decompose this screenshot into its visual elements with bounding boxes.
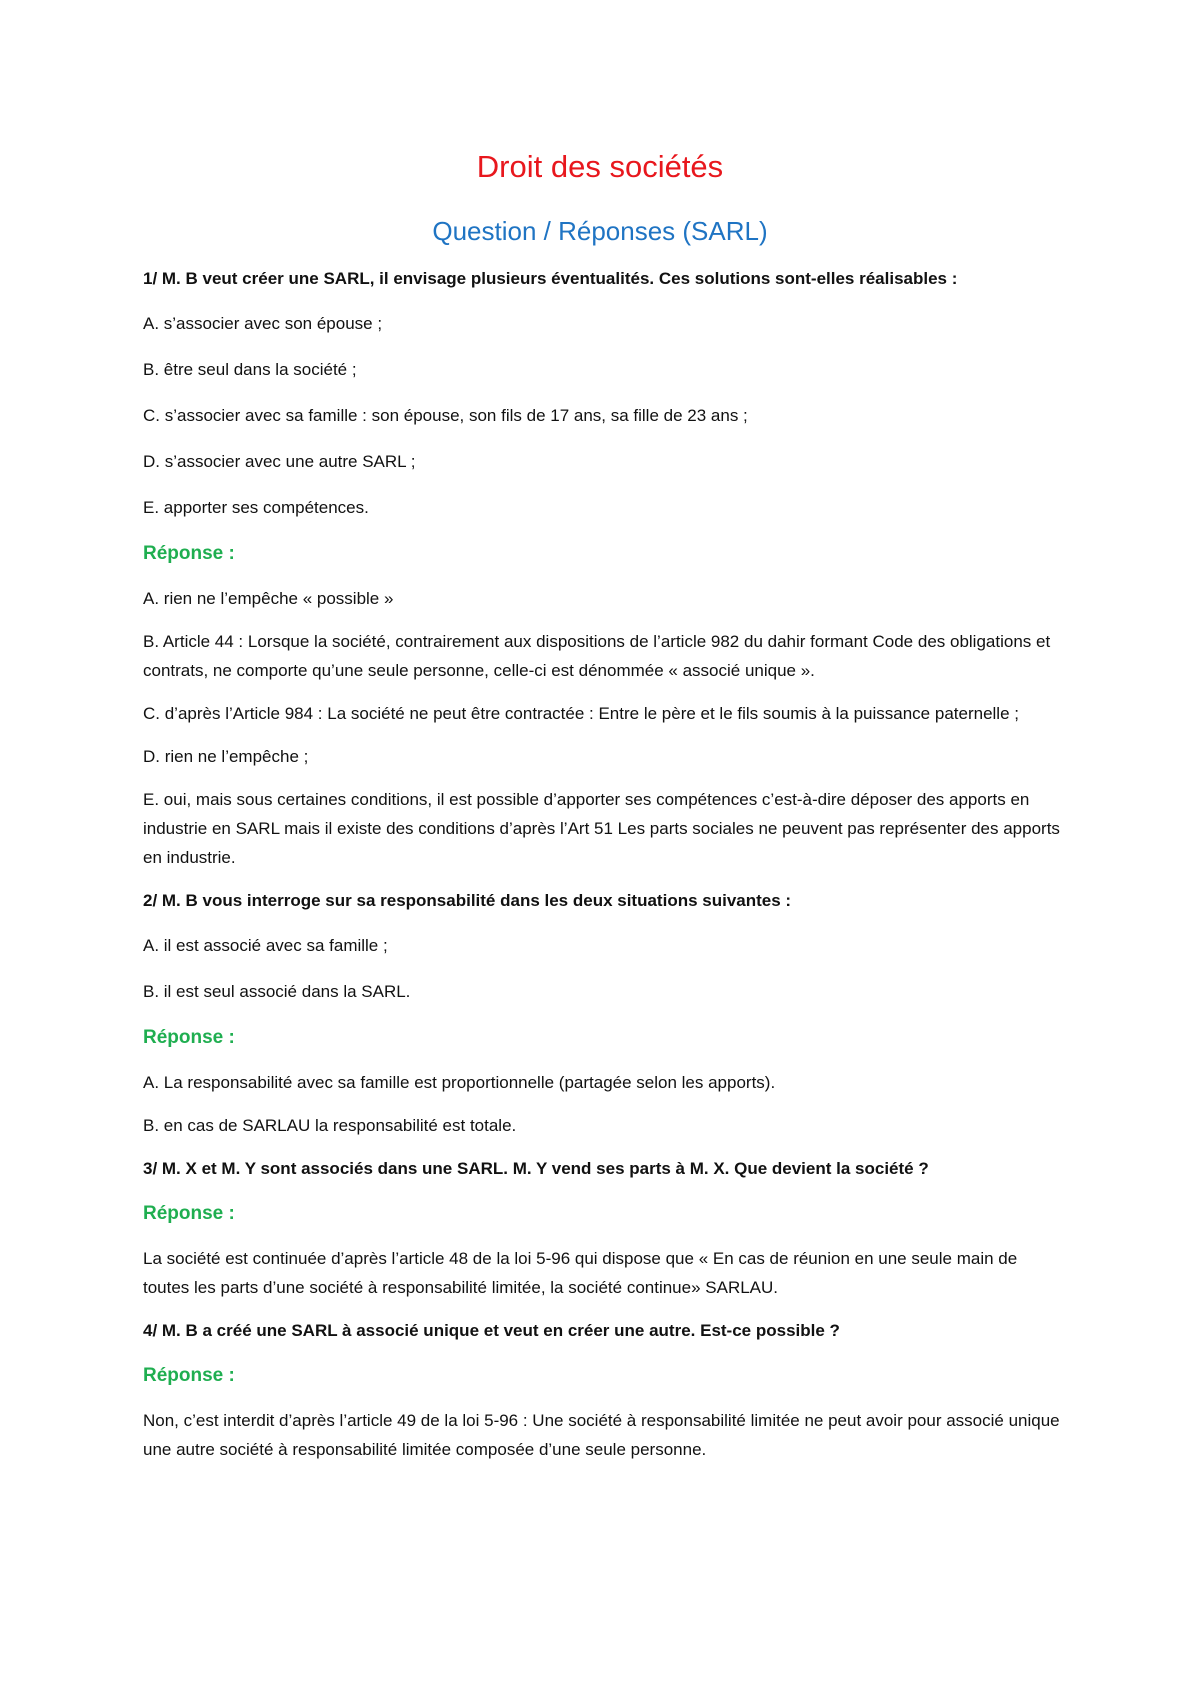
question-1-answer-d: D. rien ne l’empêche ; [143, 747, 309, 766]
question-3-response-label: Réponse : [143, 1203, 235, 1224]
question-1-option-d: D. s’associer avec une autre SARL ; [143, 452, 416, 471]
question-2-answer-a: A. La responsabilité avec sa famille est proportionnelle (partagée selon les apports). [143, 1073, 776, 1092]
question-2: 2/ M. B vous interroge sur sa responsabilité dans les deux situations suivantes : [143, 891, 792, 910]
question-1-answer-a: A. rien ne l’empêche « possible » [143, 589, 394, 608]
question-1: 1/ M. B veut créer une SARL, il envisage plusieurs éventualités. Ces solutions sont-elles réalisables : [143, 269, 958, 288]
question-4-response-label: Réponse : [143, 1365, 235, 1386]
question-1-answer-b: B. Article 44 : Lorsque la société, contrairement aux dispositions de l’article 982 du dahir formant Code des obligations et contrats, ne comporte qu’une seule personne, celle-ci est dénommée « associé unique ». [143, 632, 1051, 680]
question-2-option-a: A. il est associé avec sa famille ; [143, 936, 388, 955]
question-3: 3/ M. X et M. Y sont associés dans une SARL. M. Y vend ses parts à M. X. Que devient la société ? [143, 1159, 929, 1178]
page-subtitle: Question / Réponses (SARL) [432, 216, 768, 246]
question-4: 4/ M. B a créé une SARL à associé unique et veut en créer une autre. Est-ce possible ? [143, 1321, 840, 1340]
question-2-option-b: B. il est seul associé dans la SARL. [143, 982, 411, 1001]
question-1-answer-c: C. d’après l’Article 984 : La société ne peut être contractée : Entre le père et le fils soumis à la puissance paternelle ; [143, 704, 1019, 723]
question-2-response-label: Réponse : [143, 1027, 235, 1048]
question-1-response-label: Réponse : [143, 543, 235, 564]
question-1-option-b: B. être seul dans la société ; [143, 360, 357, 379]
page-title: Droit des sociétés [476, 149, 724, 184]
question-1-option-a: A. s’associer avec son épouse ; [143, 314, 383, 333]
question-1-option-c: C. s’associer avec sa famille : son épouse, son fils de 17 ans, sa fille de 23 ans ; [143, 406, 748, 425]
document-body [143, 264, 1063, 1478]
question-1-answer-e: E. oui, mais sous certaines conditions, il est possible d’apporter ses compétences c’est-à-dire déposer des apports en industrie en SARL mais il existe des conditions d’après l’Art 51 Les parts sociales ne peuvent pas représenter des apports en industrie. [143, 790, 1060, 867]
question-3-answer: La société est continuée d’après l’article 48 de la loi 5-96 qui dispose que « En cas de réunion en une seule main de toutes les parts d’une société à responsabilité limitée, la société continue» SARLAU. [143, 1249, 1018, 1297]
question-2-answer-b: B. en cas de SARLAU la responsabilité est totale. [143, 1116, 517, 1135]
question-1-option-e: E. apporter ses compétences. [143, 498, 369, 517]
question-4-answer: Non, c’est interdit d’après l’article 49 de la loi 5-96 : Une société à responsabilité limitée ne peut avoir pour associé unique une autre société à responsabilité limitée composée d’une seule personne. [143, 1411, 1060, 1459]
